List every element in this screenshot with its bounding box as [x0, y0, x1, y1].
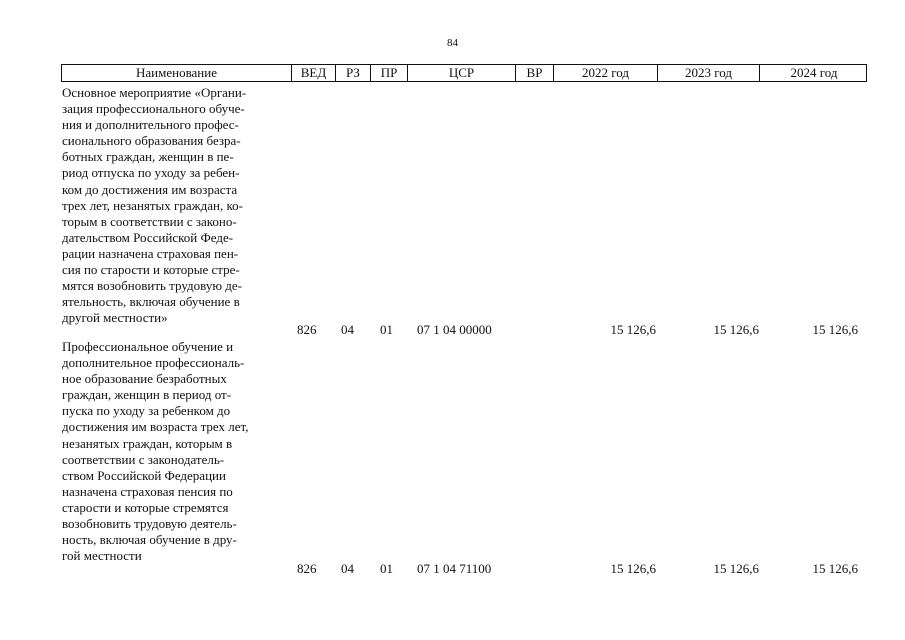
header-name: Наименование: [62, 65, 292, 81]
row-name-line: ятельность, включая обучение в: [62, 294, 240, 310]
row-name-line: дательством Российской Феде-: [62, 229, 234, 245]
row-name-line: Профессиональное обучение и: [62, 339, 234, 354]
row-name-line: трех лет, незанятых граждан, ко-: [62, 197, 243, 213]
row-name-line: пуска по уходу за ребенком до: [62, 403, 231, 419]
header-2022: 2022 год: [554, 65, 658, 81]
header-vr: ВР: [516, 65, 554, 81]
row-name-line: гой местности: [62, 548, 142, 564]
row-name-line: зация профессионального обуче-: [62, 101, 245, 117]
cell-rz: 04: [341, 561, 354, 576]
header-pr: ПР: [371, 65, 408, 81]
row-name: [62, 85, 284, 326]
row-name-line: возобновить трудовую деятель-: [62, 516, 237, 532]
cell-pr: 01: [380, 322, 393, 337]
row-name-line: ния и дополнительного профес-: [62, 117, 239, 133]
cell-rz: 04: [341, 322, 354, 337]
cell-pr: 01: [380, 561, 393, 576]
row-name-line: рации назначена страховая пен-: [62, 245, 239, 261]
row-name-line: риод отпуска по уходу за ребен-: [62, 165, 240, 181]
row-name-line: ством Российской Федерации: [62, 467, 226, 483]
cell-csr: 07 1 04 00000: [417, 322, 492, 337]
row-name-line: ботных граждан, женщин в пе-: [62, 149, 234, 165]
row-name-line: сионального образования безра-: [62, 133, 241, 149]
header-rz: РЗ: [336, 65, 371, 81]
row-name-line: граждан, женщин в период от-: [62, 387, 232, 403]
row-name-line: старости и которые стремятся: [62, 499, 229, 515]
page-number: 84: [447, 37, 458, 49]
cell-2024: 15 126,6: [812, 561, 858, 576]
row-name-line: торым в соответствии с законо-: [62, 213, 237, 229]
cell-2024: 15 126,6: [812, 322, 858, 337]
row-name-line: дополнительное профессиональ-: [62, 355, 245, 371]
row-name: [62, 339, 284, 564]
cell-2022: 15 126,6: [610, 322, 656, 337]
cell-csr: 07 1 04 71100: [417, 561, 492, 576]
header-ved: ВЕД: [292, 65, 336, 81]
cell-2022: 15 126,6: [610, 561, 656, 576]
cell-2023: 15 126,6: [713, 561, 759, 576]
header-csr: ЦСР: [408, 65, 516, 81]
header-2023: 2023 год: [658, 65, 760, 81]
row-name-line: Основное мероприятие «Органи-: [62, 85, 247, 100]
row-name-line: соответствии с законодатель-: [62, 451, 225, 467]
row-name-line: достижения им возраста трех лет,: [62, 419, 249, 435]
cell-2023: 15 126,6: [713, 322, 759, 337]
row-name-line: ное образование безработных: [62, 371, 227, 387]
row-name-line: ком до достижения им возраста: [62, 181, 238, 197]
row-name-line: сия по старости и которые стре-: [62, 262, 240, 278]
cell-ved: 826: [297, 322, 317, 337]
cell-ved: 826: [297, 561, 317, 576]
row-name-line: назначена страховая пенсия по: [62, 483, 233, 499]
row-name-line: незанятых граждан, которым в: [62, 435, 233, 451]
row-name-line: ность, включая обучение в дру-: [62, 532, 237, 548]
row-name-line: мятся возобновить трудовую де-: [62, 278, 243, 294]
table-header: [61, 64, 867, 82]
header-2024: 2024 год: [790, 65, 838, 80]
row-name-line: другой местности»: [62, 310, 168, 326]
